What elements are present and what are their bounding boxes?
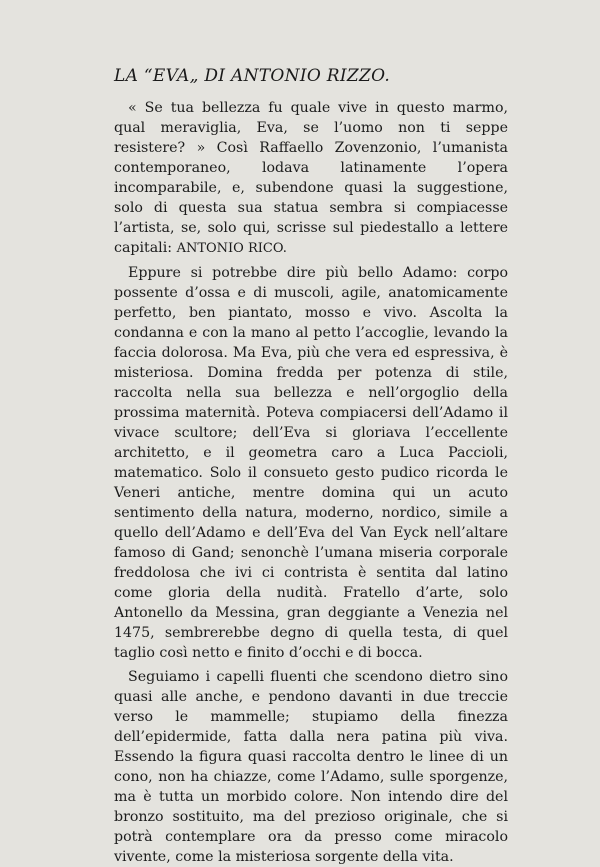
pedestal-inscription: ANTONIO RICO.: [176, 241, 287, 256]
chapter-title: LA “EVA„ DI ANTONIO RIZZO.: [114, 66, 391, 86]
paragraph-1: [114, 98, 508, 259]
paragraph-1-text: « Se tua bellezza fu quale vive in questo marmo, qual meraviglia, Eva, se l’uomo non ti seppe resistere? » Così Raffaello Zovenzonio, l’umanista contemporaneo, lodava latinamente l’opera incomparabile, e, subendone quasi la suggestione, solo di questa sua statua sembra si compiacesse l’artista, se, solo qui, scrisse sul piedestallo a lettere capitali:: [114, 100, 508, 256]
paragraph-2: Eppure si potrebbe dire più bello Adamo: corpo possente d’ossa e di muscoli, agile, anatomicamente perfetto, ben piantato, mosso e vivo. Ascolta la condanna e con la mano al petto l’accoglie, levando la faccia dolorosa. Ma Eva, più che vera ed espressiva, è misteriosa. Domina fredda per potenza di stile, raccolta nella sua bellezza e nell’orgoglio della prossima maternità. Poteva compiacersi dell’Adamo il vivace scultore; dell’Eva si gloriava l’eccellente architetto, e il geometra caro a Luca Paccioli, matematico. Solo il consueto gesto pudico ricorda le Veneri antiche, mentre domina qui un acuto sentimento della natura, moderno, nordico, simile a quello dell’Adamo e dell’Eva del Van Eyck nell’altare famoso di Gand; senonchè l’umana miseria corporale freddolosa che ivi ci contrista è sentita dal latino come gloria della nudità. Fratello d’arte, solo Antonello da Messina, gran deggiante a Venezia nel 1475, sembrerebbe degno di quella testa, di quel taglio così netto e finito d’occhi e di bocca.: [114, 265, 508, 661]
paragraph-3: Seguiamo i capelli fluenti che scendono dietro sino quasi alle anche, e pendono davanti in due treccie verso le mammelle; stupiamo della finezza dell’epidermide, fatta dalla nera patina più viva. Essendo la figura quasi raccolta dentro le linee di un cono, non ha chiazze, come l’Adamo, sulle sporgenze, ma è tutta un morbido colore. Non intendo dire del bronzo sostituito, ma del prezioso originale, che si potrà contemplare ora da presso come miracolo vivente, come la misteriosa sorgente della vita.: [114, 669, 508, 865]
